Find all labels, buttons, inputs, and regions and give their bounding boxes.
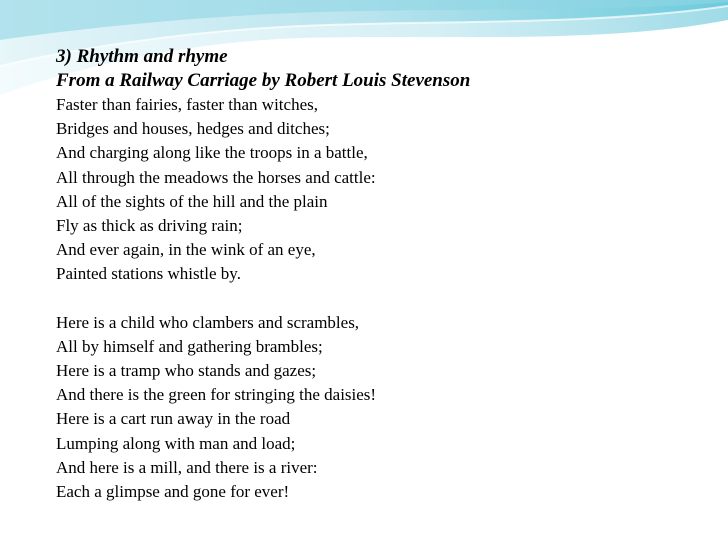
- poem-title: From a Railway Carriage by Robert Louis Stevenson: [56, 70, 471, 91]
- poem-line: Faster than fairies, faster than witches,: [56, 95, 318, 114]
- poem-line: Bridges and houses, hedges and ditches;: [56, 119, 330, 139]
- poem-line: Lumping along with man and load;: [56, 433, 296, 453]
- poem-line: And charging along like the troops in a battle,: [56, 143, 368, 163]
- poem-line: All of the sights of the hill and the plain: [56, 191, 328, 211]
- poem-line: Here is a cart run away in the road: [56, 409, 291, 429]
- stanza-spacer: [56, 287, 716, 311]
- poem-line: Painted stations whistle by.: [56, 264, 241, 284]
- poem-line: Here is a child who clambers and scrambles,: [56, 312, 360, 332]
- poem-line: Each a glimpse and gone for ever!: [56, 482, 290, 502]
- poem-line: Fly as thick as driving rain;: [56, 216, 243, 236]
- poem-stanza-1: [56, 93, 716, 287]
- poem-line: And there is the green for stringing the daisies!: [56, 385, 377, 405]
- poem-line: All through the meadows the horses and cattle:: [56, 167, 376, 187]
- poem-line: And here is a mill, and there is a river:: [56, 457, 318, 477]
- slide-content: [56, 45, 716, 504]
- poem-line: Here is a tramp who stands and gazes;: [56, 361, 317, 381]
- slide-title: 3) Rhythm and rhyme: [56, 46, 228, 67]
- poem-stanza-2: [56, 311, 716, 505]
- poem-line: And ever again, in the wink of an eye,: [56, 240, 316, 260]
- poem-line: All by himself and gathering brambles;: [56, 336, 323, 356]
